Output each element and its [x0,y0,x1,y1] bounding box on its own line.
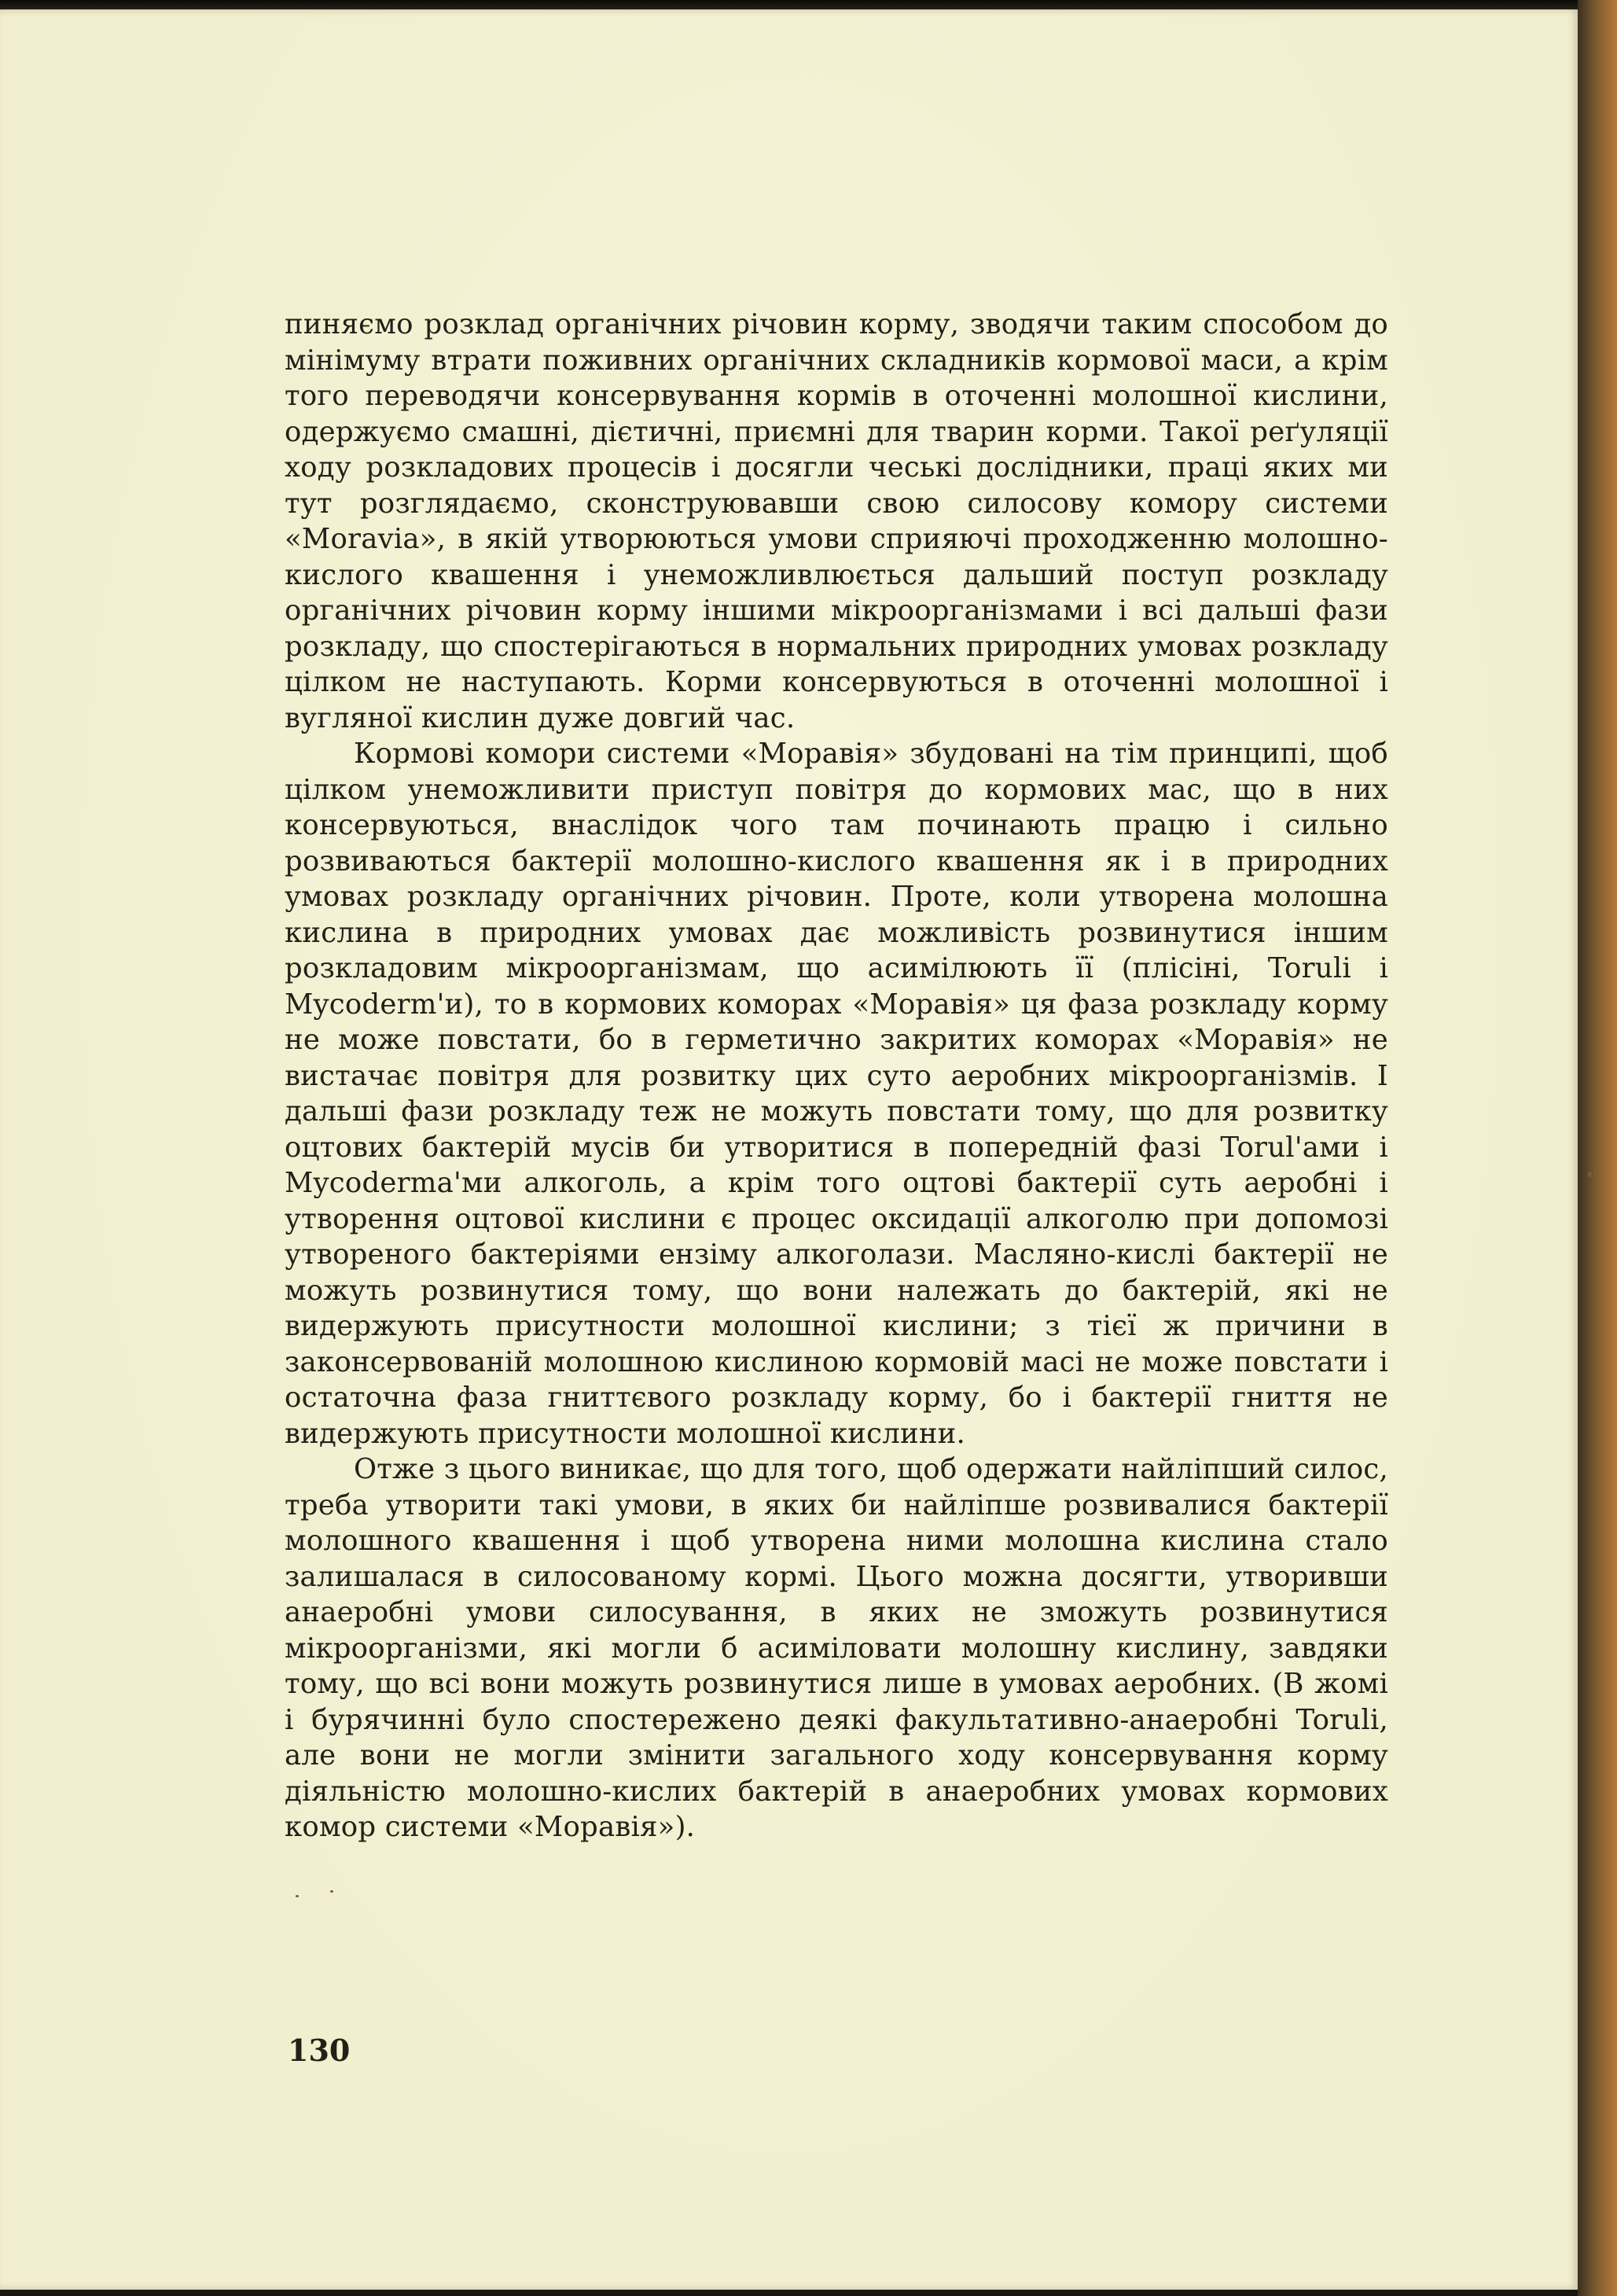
body-text [285,307,1388,1845]
scan-speck [1588,1172,1592,1177]
scan-speck [330,1890,333,1893]
scan-speck [296,1895,299,1897]
paragraph-3: Отже з цього виникає, що для того, щоб одержати найліпший силос, треба утворити такі умови, в яких би найліпше розвивалися бактерії молошного квашення і щоб утворена ними молошна кислина стало залишалася в силосованому кормі. Цього можна досягти, утворивши анаеробні умови силосування, в яких не зможуть розвинутися мікроорганізми, які могли б асиміловати молошну кислину, завдяки тому, що всі вони можуть розвинутися лише в умовах аеробних. (В жомі і бурячинні було спостережено деякі факультативно-анаеробні Toruli, але вони не могли змінити загального ходу консервування корму діяльністю молошно-кислих бактерій в анаеробних умовах кормових комор системи «Моравія»). [285,1453,1388,1843]
paragraph-2: Кормові комори системи «Моравія» збудовані на тім принципі, щоб цілком унеможливити приступ повітря до кормових мас, що в них консервуються, внаслідок чого там починають працю і сильно розвиваються бактерії молошно-кислого квашення як і в природних умовах розкладу органічних річовин. Проте, коли утворена молошна кислина в природних умовах дає можливість розвинутися іншим розкладовим мікроорганізмам, що асимілюють її (плісіні, Toruli і Mycoderm'и), то в кормових коморах «Моравія» ця фаза розкладу корму не може повстати, бо в герметично закритих коморах «Моравія» не вистачає повітря для розвитку цих суто аеробних мікроорганізмів. І дальші фази розкладу теж не можуть повстати тому, що для розвитку оцтових бактерій мусів би утворитися в попередній фазі Torul'ами і Mycoderma'ми алкоголь, а крім того оцтові бактерії суть аеробні і утворення оцтової кислини є процес оксидації алкоголю при допомозі утвореного бактеріями ензіму алкоголази. Масляно-кислі бактерії не можуть розвинутися тому, що вони належать до бактерій, які не видержують присутности молошної кислини; з тієї ж причини в законсервованій молошною кислиною кормовій масі не може повстати і остаточна фаза гниттєвого розкладу корму, бо і бактерії гниття не видержують присутности молошної кислини. [285,738,1388,1450]
page-number: 130 [288,2033,351,2068]
scan-right-edge [1578,0,1617,2296]
paragraph-1: пиняємо розклад органічних річовин корму, зводячи таким способом до мінімуму втрати поживних органічних складників кормової маси, а крім того переводячи консервування кормів в оточенні молошної кислини, одержуємо смашні, дієтичні, приємні для тварин корми. Такої реґуляції ходу розкладових процесів і досягли чеські дослідники, праці яких ми тут розглядаємо, сконструювавши свою силосову комору системи «Moravia», в якій утворюються умови сприяючі проходженню молошно-кислого квашення і унеможливлюється дальший поступ розкладу органічних річовин корму іншими мікроорганізмами і всі дальші фази розкладу, що спостерігаються в нормальних природних умовах розкладу цілком не наступають. Корми консервуються в оточенні молошної і вугляної кислин дуже довгий час. [285,308,1388,734]
